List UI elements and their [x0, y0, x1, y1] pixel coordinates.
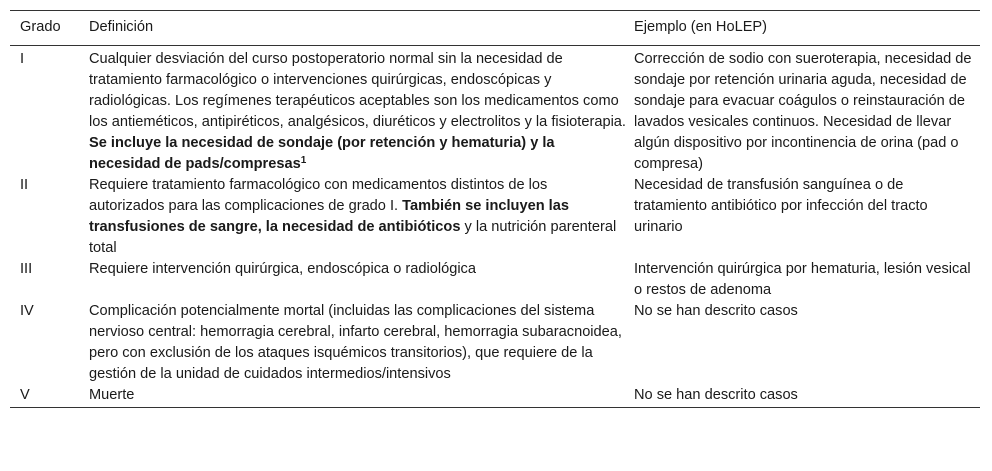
- table-row-grado-2: [10, 175, 980, 259]
- header-grado: Grado: [20, 19, 61, 35]
- definicion-tail-text: y la nutrición parenteral total: [89, 219, 617, 256]
- table-row-grado-5: [10, 385, 980, 408]
- cell-grado: IV: [20, 303, 34, 319]
- cell-grado: V: [20, 387, 30, 403]
- cell-definicion: Complicación potencialmente mortal (incluidas las complicaciones del sistema nervioso central: hemorragia cerebral, infarto cerebral, hemorragia subaracnoidea, pero con exclusión de los ataques isquémicos transitorios), que requiere de la gestión de la unidad de cuidados intermedios/intensivos: [89, 303, 622, 382]
- cell-definicion: [78, 46, 626, 176]
- clavien-dindo-table: [10, 10, 980, 408]
- definicion-text: Cualquier desviación del curso postoperatorio normal sin la necesidad de tratamiento farmacológico o intervenciones quirúrgicas, endoscópicas y radiológicas. Los regímenes terapéuticos aceptables son los medicamentos como los antieméticos, antipiréticos, analgésicos, diuréticos y electrolitos y la fisioterapia.: [89, 51, 626, 130]
- table-row-grado-1: [10, 46, 980, 176]
- cell-ejemplo: Corrección de sodio con sueroterapia, necesidad de sondaje por retención urinaria aguda, necesidad de sondaje para evacuar coágulos o reinstauración de lavados vesicales continuos. Necesidad de llevar algún dispositivo por incontinencia de orina (pad o compresa): [634, 51, 972, 172]
- cell-grado: III: [20, 261, 33, 277]
- cell-ejemplo: Necesidad de transfusión sanguínea o de tratamiento antibiótico por infección del tracto urinario: [634, 177, 928, 235]
- cell-definicion: [78, 175, 626, 259]
- cell-definicion: Muerte: [89, 387, 135, 403]
- cell-ejemplo: No se han descrito casos: [634, 387, 798, 403]
- table-header: [10, 11, 980, 46]
- cell-grado: II: [20, 177, 29, 193]
- cell-definicion: Requiere intervención quirúrgica, endoscópica o radiológica: [89, 261, 476, 277]
- definicion-bold-text: Se incluye la necesidad de sondaje (por retención y hematuria) y la necesidad de pads/compresas: [89, 135, 555, 172]
- header-row: [10, 11, 980, 46]
- cell-ejemplo: No se han descrito casos: [634, 303, 798, 319]
- table-row-grado-4: [10, 301, 980, 385]
- cell-grado: I: [20, 51, 25, 67]
- cell-ejemplo: Intervención quirúrgica por hematuria, lesión vesical o restos de adenoma: [634, 261, 971, 298]
- table-body: [10, 46, 980, 408]
- definicion-text: Requiere tratamiento farmacológico con medicamentos distintos de los autorizados para las complicaciones de grado I.: [89, 177, 548, 214]
- definicion-bold-text: También se incluyen las transfusiones de sangre, la necesidad de antibióticos: [89, 198, 569, 235]
- footnote-marker: 1: [300, 155, 307, 166]
- header-definicion: Definición: [89, 19, 154, 35]
- header-ejemplo: Ejemplo (en HoLEP): [634, 19, 768, 35]
- clavien-dindo-table-container: [10, 10, 980, 408]
- table-row-grado-3: [10, 259, 980, 301]
